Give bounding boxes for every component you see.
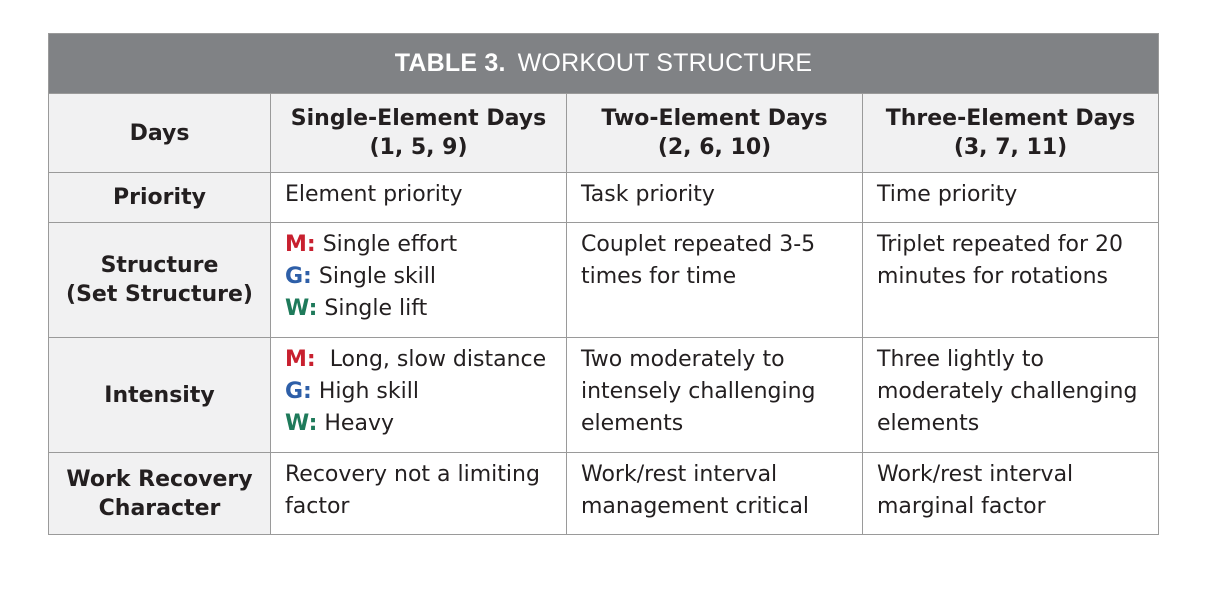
work-two [567,453,863,534]
priority-label: Priority [113,185,206,210]
structure-three-line2: minutes for rotations [877,264,1109,289]
structure-three-line1: Triplet repeated for 20 [877,232,1124,257]
work-three [863,453,1158,534]
priority-three: Time priority [877,182,1018,207]
structure-sublabel: (Set Structure) [66,282,253,307]
intensity-three [863,338,1158,452]
structure-two-line1: Couplet repeated 3-5 [581,232,816,257]
priority-single: Element priority [271,173,567,222]
header-row [49,94,1158,173]
structure-three [863,223,1158,337]
structure-two [567,223,863,337]
g-tag: G: [285,379,312,404]
intensity-single-w [285,408,552,440]
table-number: TABLE 3. [394,49,506,77]
structure-single-w [285,293,552,325]
g-text: High skill [311,379,419,404]
header-single-days: (1, 5, 9) [369,135,468,160]
row-label-structure [49,223,271,337]
work-three-line2: marginal factor [877,494,1046,519]
structure-single-m [285,229,552,261]
m-text: Single effort [315,232,458,257]
work-single-line1: Recovery not a limiting [285,462,540,487]
w-tag: W: [285,296,318,321]
work-two-line1: Work/rest interval [581,462,778,487]
work-single-line2: factor [285,494,350,519]
row-label-priority [49,173,271,222]
work-sublabel: Character [98,495,221,521]
work-three-line1: Work/rest interval [877,462,1074,487]
structure-single-g [285,261,552,293]
header-two [567,94,863,172]
row-label-work-recovery [49,453,271,534]
work-two-line2: management critical [581,494,810,519]
g-tag: G: [285,264,312,289]
intensity-three-line1: Three lightly to [877,347,1044,372]
g-text: Single skill [311,264,437,289]
header-three-days: (3, 7, 11) [953,135,1068,160]
structure-two-line2: times for time [581,264,737,289]
table-row-work-recovery [49,453,1158,534]
table-title [49,34,1158,94]
m-tag: M: [285,232,316,257]
intensity-three-line3: elements [877,411,980,436]
header-days [49,94,271,172]
intensity-two-line2: intensely challenging [581,379,816,404]
table-title-text: WORKOUT STRUCTURE [517,49,813,77]
table-row-intensity [49,338,1158,453]
structure-single [271,223,567,337]
w-text: Heavy [317,411,394,436]
header-single [271,94,567,172]
header-two-days: (2, 6, 10) [657,135,772,160]
intensity-single-m [285,344,552,376]
work-label: Work Recovery [66,466,253,492]
intensity-two-line3: elements [581,411,684,436]
row-label-intensity [49,338,271,452]
header-three [863,94,1158,172]
table-row-structure [49,223,1158,338]
m-text: Long, slow distance [315,347,547,372]
header-two-label: Two-Element Days [601,106,828,131]
header-three-label: Three-Element Days [885,106,1136,131]
table-row-priority [49,173,1158,223]
intensity-label: Intensity [104,382,215,408]
intensity-single [271,338,567,452]
intensity-three-line2: moderately challenging [877,379,1138,404]
m-tag: M: [285,347,316,372]
header-single-label: Single-Element Days [290,106,547,131]
priority-two: Task priority [567,173,863,222]
w-tag: W: [285,411,318,436]
structure-label: Structure [100,253,219,278]
w-text: Single lift [317,296,428,321]
intensity-single-g [285,376,552,408]
workout-structure-table [48,33,1159,535]
intensity-two-line1: Two moderately to [581,347,785,372]
work-single [271,453,567,534]
header-days-label: Days [129,120,190,146]
intensity-two [567,338,863,452]
